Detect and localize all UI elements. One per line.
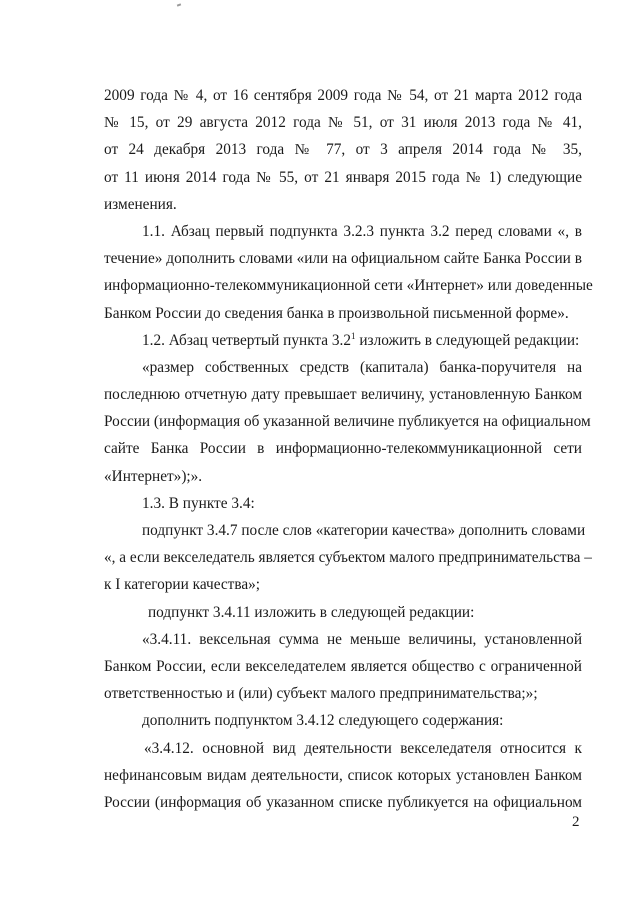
text-line-16: 1.3. В пункте 3.4:: [142, 494, 255, 512]
text-line-26: нефинансовым видам деятельности, список которых установлен Банком: [104, 766, 582, 784]
text-line-23: ответственностью и (или) субъект малого предпринимательства;»;: [104, 685, 538, 703]
text-line-21: «3.4.11. вексельная сумма не меньше величины, установленной: [142, 630, 582, 648]
text-line-20: подпункт 3.4.11 изложить в следующей редакции:: [148, 603, 475, 621]
text-line-27: России (информация об указанном списке публикуется на официальном: [104, 793, 582, 811]
text-line-1: 2009 года № 4, от 16 сентября 2009 года № 54, от 21 марта 2012 года: [104, 87, 582, 104]
text-line-12: последнюю отчетную дату превышает величину, установленную Банком: [104, 386, 582, 404]
text-line-17: подпункт 3.4.7 после слов «категории качества» дополнить словами: [142, 522, 586, 539]
text-line-7: течение» дополнить словами «или на официальном сайте Банка России в: [104, 250, 582, 268]
document-body: [104, 82, 593, 816]
text-line-25: «3.4.12. основной вид деятельности векселедателя относится к: [144, 739, 582, 757]
text-line-15: «Интернет»);».: [104, 467, 203, 485]
text-line-11: «размер собственных средств (капитала) банка-поручителя на: [142, 358, 582, 376]
text-line-10-end: изложить в следующей редакции:: [355, 331, 580, 349]
text-line-14: сайте Банка России в информационно-телекоммуникационной сети: [104, 440, 582, 458]
text-line-18: «, а если векселедатель является субъектом малого предпринимательства –: [104, 549, 592, 567]
text-line-13: России (информация об указанной величине публикуется на официальном: [104, 413, 591, 431]
footnote-superscript: 1: [351, 330, 356, 341]
text-line-8: информационно-телекоммуникационной сети «Интернет» или доведенные: [104, 277, 593, 295]
scan-mark: [177, 3, 181, 6]
text-line-2: № 15, от 29 августа 2012 года № 51, от 31 июля 2013 года № 41,: [104, 114, 582, 132]
text-line-19: к I категории качества»;: [104, 576, 261, 594]
text-line-10: [104, 327, 582, 354]
text-line-10-start: 1.2. Абзац четвертый пункта 3.2: [142, 331, 352, 349]
text-line-24: дополнить подпунктом 3.4.12 следующего содержания:: [142, 712, 504, 730]
text-line-3: от 24 декабря 2013 года № 77, от 3 апреля 2014 года № 35,: [104, 141, 582, 159]
text-line-4: от 11 июня 2014 года № 55, от 21 января 2015 года № 1) следующие: [104, 168, 582, 186]
text-line-9: Банком России до сведения банка в произвольной письменной форме».: [104, 304, 569, 322]
text-line-5: изменения.: [104, 195, 177, 213]
text-line-6: 1.1. Абзац первый подпункта 3.2.3 пункта 3.2 перед словами «, в: [142, 222, 582, 240]
page-number: 2: [572, 814, 580, 830]
text-line-22: Банком России, если векселедателем является общество с ограниченной: [104, 657, 582, 675]
